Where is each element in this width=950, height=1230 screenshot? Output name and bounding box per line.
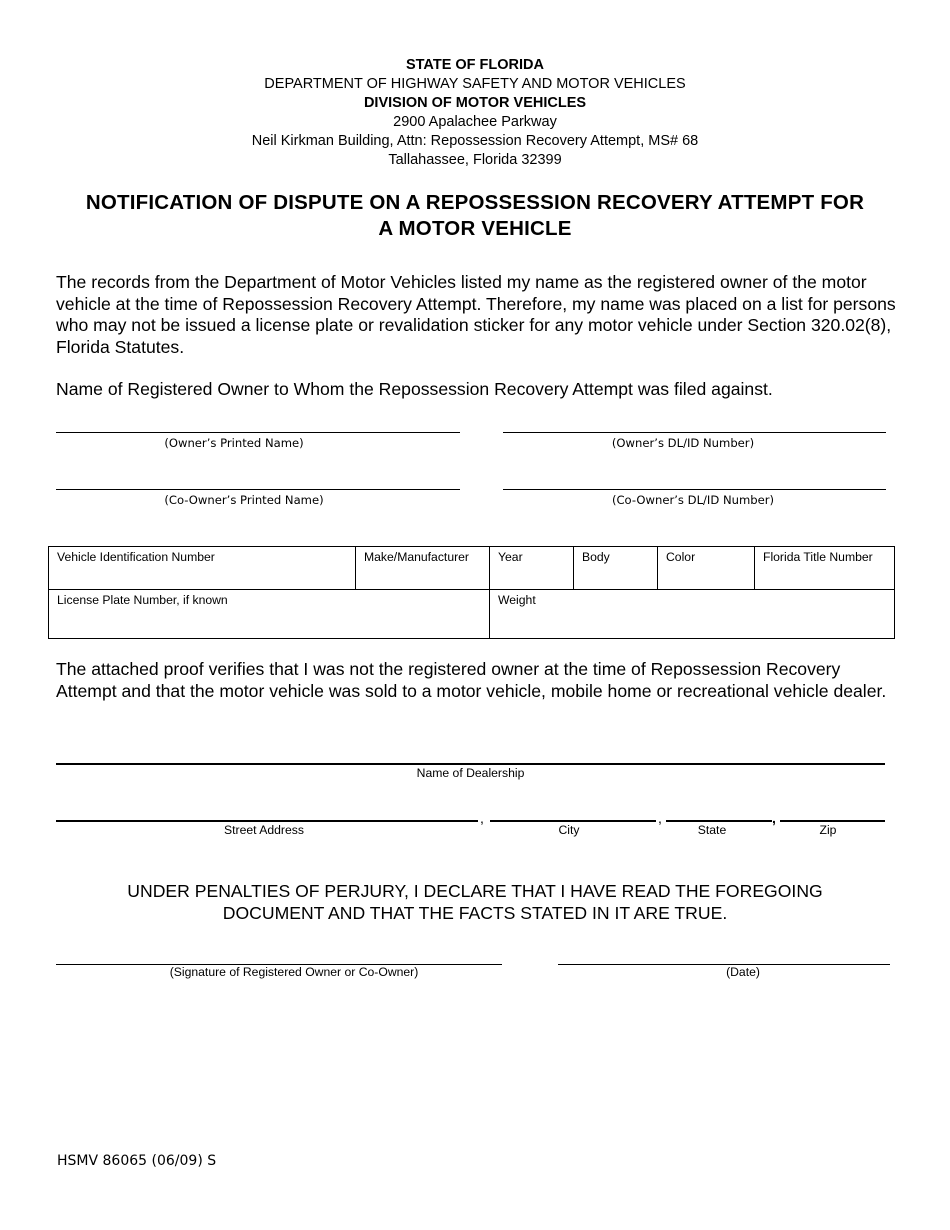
header-department: DEPARTMENT OF HIGHWAY SAFETY AND MOTOR VEHICLES [264,76,686,92]
vehicle-info-table [48,546,895,639]
color-cell[interactable]: Color [658,547,755,590]
owner-dl-field[interactable] [503,432,886,433]
city-field[interactable] [490,820,656,822]
header-division: DIVISION OF MOTOR VEHICLES [363,95,587,111]
date-label: (Date) [726,965,760,979]
header-building: Neil Kirkman Building, Attn: Repossession Recovery Attempt, MS# 68 [251,133,699,149]
year-cell[interactable]: Year [490,547,574,590]
form-title-line2: A MOTOR VEHICLE [378,217,572,240]
city-label: City [558,823,580,837]
intro-paragraph: The records from the Department of Motor Vehicles listed my name as the registered owner of the motor vehicle at the time of Repossession Recovery Attempt. Therefore, my name was placed on a list for persons who may not be issued a license plate or revalidation sticker for any motor vehicle under Section 320.02(8), Florida Statutes. [56,272,896,357]
perjury-statement [60,880,890,924]
make-cell[interactable]: Make/Manufacturer [356,547,490,590]
perjury-line1: UNDER PENALTIES OF PERJURY, I DECLARE THAT I HAVE READ THE FOREGOING [127,881,823,901]
form-title [40,190,910,242]
form-title-line1: NOTIFICATION OF DISPUTE ON A REPOSSESSION RECOVERY ATTEMPT FOR [85,191,865,214]
weight-cell[interactable]: Weight [490,590,895,639]
owner-dl-label: (Owner’s DL/ID Number) [611,436,755,450]
header-state: STATE OF FLORIDA [405,57,544,73]
coowner-dl-label: (Co-Owner’s DL/ID Number) [611,493,775,507]
comma-separator: , [658,810,662,826]
dealership-name-label: Name of Dealership [416,766,525,780]
zip-label: Zip [819,823,837,837]
coowner-dl-field[interactable] [503,489,886,490]
owner-name-label: (Owner’s Printed Name) [164,436,304,450]
zip-field[interactable] [780,820,885,822]
street-address-field[interactable] [56,820,478,822]
vin-cell[interactable]: Vehicle Identification Number [49,547,356,590]
form-number: HSMV 86065 (06/09) S [57,1153,217,1169]
plate-cell[interactable]: License Plate Number, if known [49,590,490,639]
title-number-cell[interactable]: Florida Title Number [755,547,895,590]
comma-separator: , [772,810,776,826]
state-label: State [697,823,727,837]
signature-label: (Signature of Registered Owner or Co-Owner) [169,965,419,979]
proof-paragraph: The attached proof verifies that I was not the registered owner at the time of Repossession Recovery Attempt and that the motor vehicle was sold to a motor vehicle, mobile home or recreational vehicle dealer. [56,659,887,701]
dealership-name-field[interactable] [56,763,885,765]
body-cell[interactable]: Body [574,547,658,590]
coowner-name-field[interactable] [56,489,460,490]
state-field[interactable] [666,820,772,822]
comma-separator: , [480,810,484,826]
owner-name-field[interactable] [56,432,460,433]
coowner-name-label: (Co-Owner’s Printed Name) [164,493,324,507]
street-address-label: Street Address [224,823,304,837]
owner-prompt: Name of Registered Owner to Whom the Repossession Recovery Attempt was filed against. [56,379,773,399]
header-street: 2900 Apalachee Parkway [393,114,557,130]
perjury-line2: DOCUMENT AND THAT THE FACTS STATED IN IT ARE TRUE. [222,903,728,923]
header-city: Tallahassee, Florida 32399 [388,152,562,168]
